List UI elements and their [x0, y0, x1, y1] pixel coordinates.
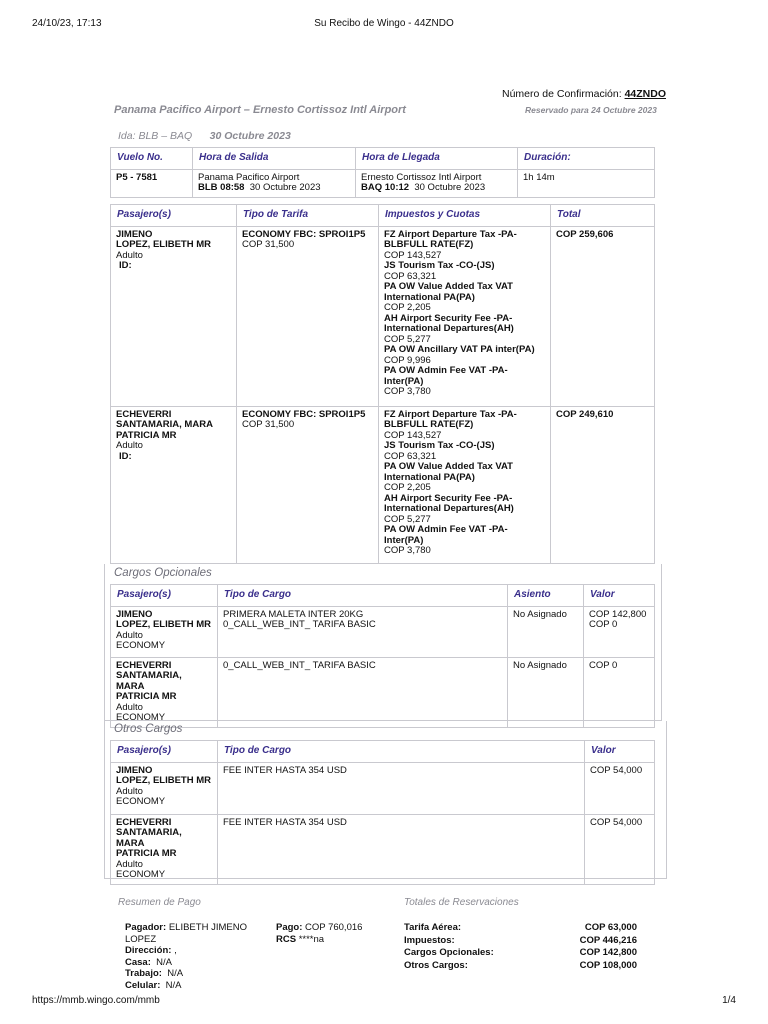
tax-amount: COP 2,205 — [384, 302, 431, 313]
payment-block — [276, 922, 396, 945]
confirmation-code: 44ZNDO — [624, 88, 666, 100]
table-row — [111, 657, 655, 727]
flight-table — [110, 147, 655, 198]
charge-cell — [218, 606, 508, 657]
total-row — [404, 922, 637, 935]
optional-charges-table — [110, 584, 655, 728]
tax-amount: COP 5,277 — [384, 513, 431, 525]
passenger-surname: JIMENO — [116, 608, 153, 620]
tax-name: PA OW Ancillary VAT PA inter(PA) — [384, 344, 535, 355]
tax-amount: COP 5,277 — [384, 333, 431, 345]
passenger-cell — [111, 657, 218, 727]
passenger-surname: ECHEVERRI — [116, 816, 172, 828]
tax-amount: COP 63,321 — [384, 450, 437, 462]
header-value: Valor — [584, 585, 655, 607]
total-row — [404, 960, 637, 973]
optional-charges-title: Cargos Opcionales — [114, 567, 212, 579]
ida-date: 30 Octubre 2023 — [209, 130, 291, 142]
payer-value-cont: LOPEZ — [125, 933, 157, 945]
address-value: , — [174, 945, 177, 956]
departure-cell — [193, 169, 356, 197]
tax-amount: COP 9,996 — [384, 354, 431, 366]
rcs-label: RCS — [276, 933, 297, 945]
table-row — [111, 606, 655, 657]
header-arrival: Hora de Llegada — [356, 148, 518, 170]
tax-name: PA OW Admin Fee VAT -PA-Inter(PA) — [384, 524, 508, 546]
other-charges-title: Otros Cargos — [114, 723, 183, 735]
payer-label: Pagador: — [125, 922, 167, 933]
home-value: N/A — [156, 956, 172, 968]
charge-type: PRIMERA MALETA INTER 20KG — [223, 608, 364, 620]
passenger-type: Adulto — [116, 629, 143, 641]
address-label: Dirección: — [125, 945, 172, 956]
total-label: Otros Cargos: — [404, 959, 468, 971]
tax-name: PA OW Value Added Tax VAT International PA(PA) — [384, 281, 513, 303]
passenger-cell — [111, 226, 237, 406]
passenger-total: COP 249,610 — [551, 406, 655, 563]
total-value: COP 108,000 — [579, 959, 637, 971]
charge-value: COP 0 — [589, 619, 618, 630]
seat-cell: No Asignado — [508, 606, 584, 657]
charge-type: 0_CALL_WEB_INT_ TARIFA BASIC — [223, 619, 376, 630]
header-seat: Asiento — [508, 585, 584, 607]
charge-cell — [218, 657, 508, 727]
table-row — [111, 406, 655, 563]
fare-cell — [237, 226, 379, 406]
outbound-summary — [118, 130, 291, 142]
fare-class: ECONOMY FBC: SPROI1P5 — [242, 228, 366, 240]
arrival-date: 30 Octubre 2023 — [414, 182, 486, 193]
passengers-table — [110, 204, 655, 564]
tax-amount: COP 3,780 — [384, 386, 431, 397]
header-taxes: Impuestos y Cuotas — [379, 205, 551, 227]
header-value: Valor — [585, 741, 655, 763]
home-label: Casa: — [125, 956, 151, 968]
ida-route: BLB – BAQ — [138, 130, 193, 142]
tax-name: JS Tourism Tax -CO-(JS) — [384, 440, 495, 451]
tax-amount: COP 2,205 — [384, 482, 431, 493]
passenger-cell — [111, 814, 218, 884]
passenger-total: COP 259,606 — [551, 226, 655, 406]
value-cell — [584, 606, 655, 657]
route-title: Panama Pacifico Airport – Ernesto Cortissoz Intl Airport — [114, 104, 406, 116]
passenger-id: ID: — [119, 260, 132, 271]
reserved-for: Reservado para 24 Octubre 2023 — [525, 105, 657, 115]
arrival-cell — [356, 169, 518, 197]
total-value: COP 142,800 — [579, 947, 637, 958]
total-value: COP 63,000 — [584, 922, 637, 933]
tax-amount: COP 143,527 — [384, 429, 442, 441]
header-total: Total — [551, 205, 655, 227]
charge-type: FEE INTER HASTA 354 USD — [218, 762, 585, 814]
flight-duration: 1h 14m — [518, 169, 655, 197]
tax-name: AH Airport Security Fee -PA-International Departures(AH) — [384, 312, 514, 334]
tax-name: AH Airport Security Fee -PA-International Departures(AH) — [384, 492, 514, 514]
taxes-cell — [379, 226, 551, 406]
passenger-cabin: ECONOMY — [116, 640, 166, 651]
footer-url[interactable]: https://mmb.wingo.com/mmb — [32, 995, 160, 1006]
tax-name: FZ Airport Departure Tax -PA-BLBFULL RATE(FZ) — [384, 228, 517, 250]
passenger-type: Adulto — [116, 249, 143, 261]
cell-label: Celular: — [125, 979, 161, 991]
charge-value: COP 142,800 — [589, 608, 647, 620]
passenger-id: ID: — [119, 450, 132, 462]
charge-type: FEE INTER HASTA 354 USD — [218, 814, 585, 884]
passenger-type: Adulto — [116, 858, 143, 870]
taxes-cell — [379, 406, 551, 563]
passenger-name: SANTAMARIA, MARA — [116, 827, 182, 849]
charge-type: 0_CALL_WEB_INT_ TARIFA BASIC — [223, 659, 376, 671]
header-passengers: Pasajero(s) — [111, 205, 237, 227]
fare-amount: COP 31,500 — [242, 239, 295, 250]
tax-name: PA OW Value Added Tax VAT International PA(PA) — [384, 461, 513, 483]
passenger-cabin: ECONOMY — [116, 712, 166, 723]
fare-amount: COP 31,500 — [242, 419, 295, 430]
value-cell — [584, 657, 655, 727]
passenger-cabin: ECONOMY — [116, 869, 166, 880]
payment-value: COP 760,016 — [305, 922, 363, 933]
confirmation-number — [502, 88, 666, 100]
total-value: COP 446,216 — [579, 934, 637, 946]
passenger-name: SANTAMARIA, MARA — [116, 419, 213, 430]
passenger-cell — [111, 406, 237, 563]
other-charges-table — [110, 740, 655, 885]
print-title: Su Recibo de Wingo - 44ZNDO — [314, 18, 454, 29]
total-label: Tarifa Aérea: — [404, 922, 462, 933]
charge-value: COP 54,000 — [585, 814, 655, 884]
fare-class: ECONOMY FBC: SPROI1P5 — [242, 408, 366, 420]
flight-number: P5 - 7581 — [111, 169, 193, 197]
passenger-type: Adulto — [116, 440, 143, 451]
rcs-value: ****na — [298, 933, 325, 945]
payment-label: Pago: — [276, 922, 303, 933]
passenger-cell — [111, 762, 218, 814]
fare-cell — [237, 406, 379, 563]
total-label: Cargos Opcionales: — [404, 947, 494, 958]
passenger-name: LOPEZ, ELIBETH MR — [116, 619, 211, 630]
total-row — [404, 947, 637, 960]
table-row — [111, 762, 655, 814]
print-datetime: 24/10/23, 17:13 — [32, 18, 102, 29]
passenger-type: Adulto — [116, 701, 143, 713]
total-row — [404, 935, 637, 948]
passenger-surname: JIMENO — [116, 228, 153, 240]
passenger-surname: ECHEVERRI — [116, 659, 172, 671]
header-charge-type: Tipo de Cargo — [218, 585, 508, 607]
table-row — [111, 226, 655, 406]
work-value: N/A — [167, 968, 184, 979]
header-flight-no: Vuelo No. — [111, 148, 193, 170]
cell-value: N/A — [165, 979, 182, 991]
passenger-type: Adulto — [116, 785, 143, 797]
passenger-name: LOPEZ, ELIBETH MR — [116, 775, 211, 786]
passenger-cell — [111, 606, 218, 657]
passenger-surname: ECHEVERRI — [116, 408, 172, 420]
departure-code-time: BLB 08:58 — [198, 182, 245, 193]
footer-page: 1/4 — [722, 995, 736, 1006]
arrival-code-time: BAQ 10:12 — [361, 182, 410, 193]
passenger-name-cont: PATRICIA MR — [116, 848, 177, 859]
header-fare-type: Tipo de Tarifa — [237, 205, 379, 227]
tax-amount: COP 3,780 — [384, 545, 431, 556]
header-charge-type: Tipo de Cargo — [218, 741, 585, 763]
tax-amount: COP 63,321 — [384, 270, 437, 282]
reservation-totals — [404, 922, 637, 972]
tax-name: PA OW Admin Fee VAT -PA-Inter(PA) — [384, 365, 508, 387]
reservation-totals-title: Totales de Reservaciones — [404, 897, 519, 908]
tax-name: FZ Airport Departure Tax -PA-BLBFULL RATE(FZ) — [384, 408, 517, 430]
confirmation-label: Número de Confirmación: — [502, 88, 622, 100]
passenger-surname: JIMENO — [116, 764, 153, 776]
payer-value: ELIBETH JIMENO — [168, 922, 247, 933]
header-duration: Duración: — [518, 148, 655, 170]
passenger-name: SANTAMARIA, MARA — [116, 670, 182, 692]
departure-airport: Panama Pacifico Airport — [198, 171, 300, 183]
header-passengers: Pasajero(s) — [111, 741, 218, 763]
passenger-name-cont: PATRICIA MR — [116, 429, 177, 441]
arrival-airport: Ernesto Cortissoz Intl Airport — [361, 171, 482, 183]
payment-summary-title: Resumen de Pago — [118, 897, 201, 908]
departure-date: 30 Octubre 2023 — [249, 182, 321, 193]
charge-value: COP 0 — [589, 659, 618, 671]
tax-name: JS Tourism Tax -CO-(JS) — [384, 260, 495, 271]
work-label: Trabajo: — [125, 968, 162, 979]
seat-cell: No Asignado — [508, 657, 584, 727]
payer-block — [125, 922, 275, 991]
ida-label: Ida: — [118, 130, 136, 142]
table-row — [111, 814, 655, 884]
tax-amount: COP 143,527 — [384, 249, 442, 261]
header-departure: Hora de Salida — [193, 148, 356, 170]
charge-value: COP 54,000 — [585, 762, 655, 814]
passenger-name-cont: PATRICIA MR — [116, 691, 177, 702]
passenger-cabin: ECONOMY — [116, 796, 166, 807]
total-label: Impuestos: — [404, 934, 455, 946]
header-passengers: Pasajero(s) — [111, 585, 218, 607]
passenger-name: LOPEZ, ELIBETH MR — [116, 239, 211, 250]
